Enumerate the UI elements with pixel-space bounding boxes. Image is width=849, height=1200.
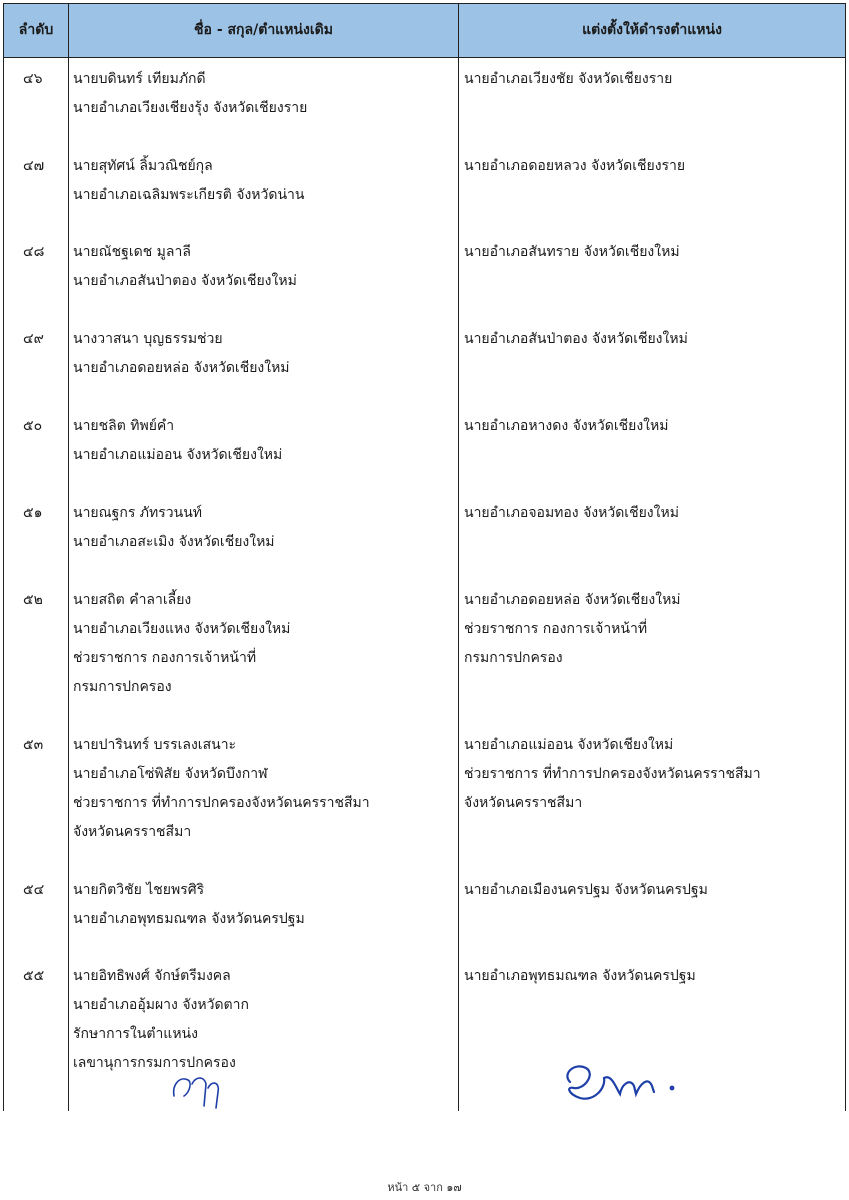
person-name: นายสุทัศน์ ลิ้มวณิชย์กุล — [73, 158, 213, 174]
old-position-line: นายอำเภออุ้มผาง จังหวัดตาก — [73, 997, 249, 1013]
row-number: ๕๕ — [23, 968, 45, 984]
row-number: ๕๔ — [23, 882, 45, 898]
row-number: ๕๐ — [23, 418, 43, 434]
old-name-position — [73, 152, 304, 210]
header-col-number: ลำดับ — [4, 4, 69, 57]
table-header — [3, 3, 846, 58]
old-position-line: นายอำเภอแม่ออน จังหวัดเชียงใหม่ — [73, 447, 283, 463]
person-name: นายกิตวิชัย ไชยพรศิริ — [73, 882, 205, 898]
person-name: นายบดินทร์ เทียมภักดี — [73, 71, 206, 87]
old-position-line: นายอำเภอสะเมิง จังหวัดเชียงใหม่ — [73, 534, 275, 550]
old-name-position — [73, 586, 290, 702]
header-col-new-position: แต่งตั้งให้ดำรงตำแหน่ง — [582, 22, 722, 38]
person-name: นางวาสนา บุญธรรมช่วย — [73, 331, 223, 347]
old-position-line: นายอำเภอเวียงเชียงรุ้ง จังหวัดเชียงราย — [73, 100, 308, 116]
row-number: ๔๗ — [23, 158, 45, 174]
new-position-line: ช่วยราชการ กองการเจ้าหน้าที่ — [464, 621, 648, 637]
old-name-position — [73, 499, 275, 557]
person-name: นายสถิต คำลาเลี้ยง — [73, 592, 192, 608]
old-position-line: ช่วยราชการ ที่ทำการปกครองจังหวัดนครราชสีมา — [73, 795, 370, 811]
old-name-position — [73, 325, 290, 383]
row-number: ๕๑ — [23, 505, 43, 521]
old-name-position — [73, 238, 297, 296]
old-name-position — [73, 412, 282, 470]
new-position-line: นายอำเภอดอยหลวง จังหวัดเชียงราย — [464, 158, 686, 174]
row-number: ๕๒ — [23, 592, 43, 608]
new-position — [464, 238, 680, 267]
new-position-line: นายอำเภอพุทธมณฑล จังหวัดนครปฐม — [464, 968, 696, 984]
old-name-position — [73, 65, 307, 123]
old-position-line: รักษาการในตำแหน่ง — [73, 1026, 198, 1042]
new-position-line: นายอำเภอสันป่าตอง จังหวัดเชียงใหม่ — [464, 331, 688, 347]
new-position — [464, 499, 679, 528]
old-position-line: ช่วยราชการ กองการเจ้าหน้าที่ — [73, 650, 257, 666]
old-position-line: นายอำเภอโซ่พิสัย จังหวัดบึงกาฬ — [73, 766, 268, 782]
person-name: นายชลิต ทิพย์คำ — [73, 418, 175, 434]
person-name: นายณฐกร ภัทรวนนท์ — [73, 505, 203, 521]
table-divider-2 — [458, 58, 459, 1111]
old-position-line: นายอำเภอสันป่าตอง จังหวัดเชียงใหม่ — [73, 273, 297, 289]
new-position — [464, 152, 685, 181]
table-border-left — [3, 58, 4, 1111]
new-position-line: นายอำเภอดอยหล่อ จังหวัดเชียงใหม่ — [464, 592, 681, 608]
new-position-line: กรมการปกครอง — [464, 650, 563, 666]
person-name: นายณัชฐเดช มูลาลี — [73, 244, 191, 260]
old-position-line: นายอำเภอดอยหล่อ จังหวัดเชียงใหม่ — [73, 360, 290, 376]
new-position-line: นายอำเภอหางดง จังหวัดเชียงใหม่ — [464, 418, 669, 434]
table-border-right — [845, 58, 846, 1111]
new-position — [464, 325, 688, 354]
new-position-line: จังหวัดนครราชสีมา — [464, 795, 583, 811]
new-position — [464, 962, 696, 991]
old-name-position — [73, 731, 370, 847]
new-position — [464, 586, 681, 673]
signature-left — [168, 1066, 228, 1112]
person-name: นายปารินทร์ บรรเลงเสนาะ — [73, 737, 237, 753]
new-position — [464, 65, 672, 94]
old-position-line: เลขานุการกรมการปกครอง — [73, 1055, 236, 1071]
old-position-line: นายอำเภอพุทธมณฑล จังหวัดนครปฐม — [73, 911, 305, 927]
old-position-line: นายอำเภอเวียงแหง จังหวัดเชียงใหม่ — [73, 621, 291, 637]
signature-right — [560, 1054, 690, 1110]
new-position — [464, 412, 668, 441]
new-position-line: นายอำเภอสันทราย จังหวัดเชียงใหม่ — [464, 244, 680, 260]
old-name-position — [73, 962, 249, 1078]
row-number: ๔๘ — [23, 244, 45, 260]
table-divider-1 — [68, 58, 69, 1111]
old-position-line: จังหวัดนครราชสีมา — [73, 824, 192, 840]
new-position-line: นายอำเภอแม่ออน จังหวัดเชียงใหม่ — [464, 737, 674, 753]
new-position-line: นายอำเภอเมืองนครปฐม จังหวัดนครปฐม — [464, 882, 708, 898]
new-position — [464, 731, 761, 818]
new-position-line: ช่วยราชการ ที่ทำการปกครองจังหวัดนครราชสีมา — [464, 766, 761, 782]
new-position — [464, 876, 708, 905]
row-number: ๔๙ — [23, 331, 44, 347]
old-position-line: กรมการปกครอง — [73, 679, 172, 695]
new-position-line: นายอำเภอจอมทอง จังหวัดเชียงใหม่ — [464, 505, 679, 521]
page-footer: หน้า ๕ จาก ๑๗ — [387, 1181, 462, 1194]
old-position-line: นายอำเภอเฉลิมพระเกียรติ จังหวัดน่าน — [73, 187, 305, 203]
new-position-line: นายอำเภอเวียงชัย จังหวัดเชียงราย — [464, 71, 673, 87]
row-number: ๔๖ — [23, 71, 43, 87]
person-name: นายอิทธิพงศ์ จักษ์ตรีมงคล — [73, 968, 231, 984]
row-number: ๕๓ — [23, 737, 44, 753]
old-name-position — [73, 876, 305, 934]
header-col-name-old-position: ชื่อ - สกุล/ตำแหน่งเดิม — [69, 4, 459, 57]
